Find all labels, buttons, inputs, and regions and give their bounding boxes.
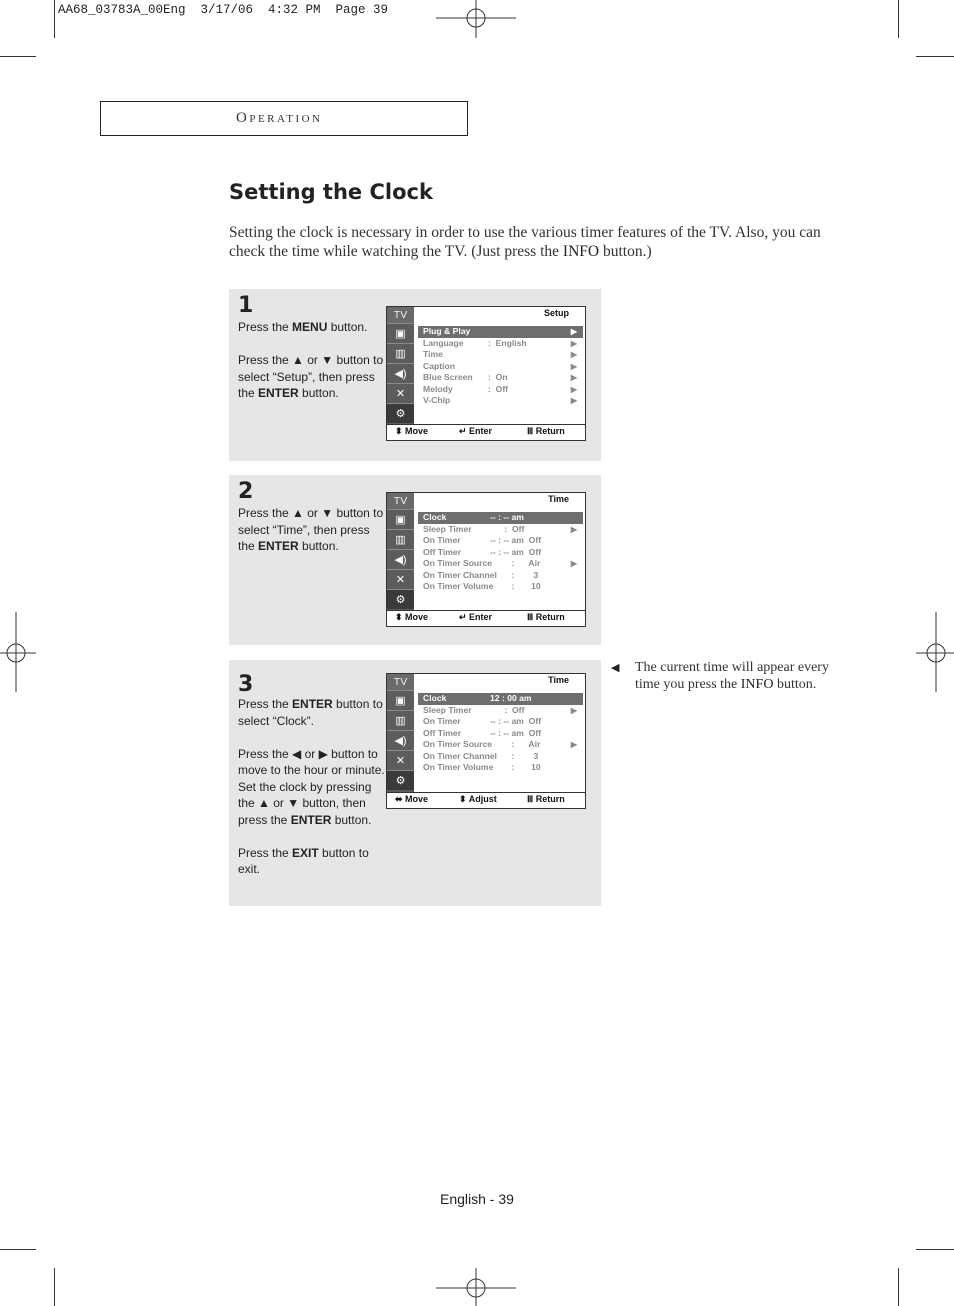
osd-item-label: V-Chip — [423, 395, 451, 405]
osd-tv-label: TV — [387, 307, 414, 323]
arrows-icon: ⬍ — [395, 612, 406, 622]
osd-sidebar — [387, 493, 414, 611]
section-header — [100, 101, 468, 136]
intro-text: Setting the clock is necessary in order to use the various timer features of the TV. Also, you can check the time while watching the TV. (Just press the — [229, 224, 821, 260]
osd-footer-label: Adjust — [468, 794, 497, 804]
registration-mark-right — [916, 612, 954, 692]
osd-item-label: Language — [423, 337, 464, 348]
osd-footer-label: Move — [405, 612, 429, 622]
instruction-paragraph — [238, 746, 386, 829]
osd-footer-hint — [527, 612, 565, 623]
return-icon: Ⅲ — [527, 612, 536, 622]
speaker-icon: ◀) — [387, 363, 414, 383]
osd-item-value: -- : -- am Off — [490, 716, 542, 726]
osd-footer — [387, 610, 585, 626]
film-icon: ▥ — [387, 529, 414, 549]
arrows-icon: ⬍ — [395, 426, 406, 436]
instruction-paragraph — [238, 696, 386, 729]
osd-menu-list — [418, 512, 583, 593]
osd-menu-item — [418, 762, 583, 774]
speaker-icon: ◀) — [387, 730, 414, 750]
osd-menu-list — [418, 326, 583, 407]
osd-menu-item — [418, 751, 583, 763]
key-name: ENTER — [258, 386, 299, 400]
osd-item-label: Clock — [423, 512, 447, 522]
note-text-end: button. — [773, 676, 817, 692]
osd-footer-hint — [395, 794, 428, 805]
osd-item-label: On Timer Source — [423, 739, 493, 749]
osd-item-label: Caption — [423, 360, 455, 371]
note-text — [635, 660, 851, 693]
osd-footer — [387, 792, 585, 808]
picture-icon: ▣ — [387, 690, 414, 710]
osd-menu-item — [418, 349, 583, 361]
osd-item-value: : 3 — [490, 569, 539, 580]
antenna-icon: ✕ — [387, 569, 414, 589]
film-icon: ▥ — [387, 710, 414, 730]
arrow-right-icon: ▶ — [570, 338, 577, 348]
osd-time-clock-set — [386, 673, 586, 809]
setup-icon: ⚙ — [387, 770, 414, 790]
arrows-icon: ⬌ — [395, 794, 406, 804]
instruction-text: Press the ▲ or ▼ button to select “Setup”, then press the — [238, 353, 384, 400]
osd-footer-hint — [395, 612, 428, 623]
osd-sidebar — [387, 674, 414, 793]
osd-item-label: Blue Screen — [423, 372, 473, 382]
osd-menu-list — [418, 693, 583, 774]
osd-item-label: Plug & Play — [423, 326, 471, 336]
instruction-paragraph — [238, 319, 386, 336]
osd-menu-item — [418, 372, 583, 384]
setup-icon: ⚙ — [387, 403, 414, 423]
instruction-paragraph — [238, 845, 386, 878]
osd-menu-item — [418, 739, 583, 751]
osd-sidebar — [387, 307, 414, 425]
key-name: EXIT — [292, 845, 319, 860]
pointer-left-icon: ◀ — [611, 662, 620, 674]
antenna-icon: ✕ — [387, 383, 414, 403]
return-icon: Ⅲ — [527, 794, 536, 804]
step-1-panel — [229, 289, 601, 461]
picture-icon: ▣ — [387, 323, 414, 343]
osd-item-label: On Timer Source — [423, 558, 493, 568]
registration-mark-bottom — [436, 1268, 516, 1306]
return-icon: Ⅲ — [527, 426, 536, 436]
osd-time-menu — [386, 492, 586, 627]
osd-item-label: Off Timer — [423, 546, 462, 557]
osd-menu-item — [418, 361, 583, 373]
osd-footer-label: Return — [535, 794, 565, 804]
osd-item-label: On Timer Volume — [423, 581, 494, 591]
section-title: Operation — [236, 110, 323, 126]
osd-footer-hint — [459, 612, 492, 623]
instruction-text: button to exit. — [238, 845, 369, 876]
osd-menu-item — [418, 326, 583, 338]
setup-icon: ⚙ — [387, 589, 414, 609]
step-3-panel — [229, 660, 601, 906]
osd-item-value: : Off — [490, 704, 525, 715]
page-footer: English - 39 — [440, 1191, 514, 1207]
intro-paragraph — [229, 224, 839, 261]
osd-item-label: Sleep Timer — [423, 704, 472, 715]
osd-item-value: : 10 — [490, 581, 541, 591]
osd-menu-item — [418, 384, 583, 396]
osd-menu-item — [418, 395, 583, 407]
osd-item-value: 12 : 00 am — [490, 693, 532, 703]
arrow-right-icon: ▶ — [570, 524, 577, 534]
osd-footer-label: Move — [405, 426, 429, 436]
print-slug: AA68_03783A_00Eng 3/17/06 4:32 PM Page 39 — [58, 3, 389, 17]
film-icon: ▥ — [387, 343, 414, 363]
key-name: MENU — [292, 320, 328, 334]
osd-item-value: -- : -- am Off — [490, 727, 542, 738]
osd-item-label: Off Timer — [423, 727, 462, 738]
osd-footer — [387, 424, 585, 440]
osd-footer-label: Enter — [469, 612, 493, 622]
step-instructions — [238, 319, 386, 418]
osd-footer-hint — [527, 426, 565, 437]
arrow-right-icon: ▶ — [570, 350, 577, 359]
instruction-text: button to select “Clock”. — [238, 697, 383, 728]
osd-item-label: On Timer Channel — [423, 750, 497, 761]
osd-item-label: On Timer — [423, 716, 461, 726]
speaker-icon: ◀) — [387, 549, 414, 569]
info-key: INFO — [740, 676, 774, 692]
osd-item-label: On Timer — [423, 535, 461, 545]
arrow-right-icon: ▶ — [570, 740, 577, 749]
osd-item-label: Clock — [423, 693, 447, 703]
osd-menu-item — [418, 581, 583, 593]
step-number: 3 — [238, 672, 254, 697]
registration-mark-left — [0, 612, 36, 692]
page-title: Setting the Clock — [229, 180, 433, 204]
osd-item-value: : Air — [490, 739, 541, 749]
instruction-text: Press the ▲ or ▼ button to select “Time”, then press the — [238, 506, 384, 553]
osd-footer-label: Return — [535, 612, 565, 622]
osd-item-label: Sleep Timer — [423, 523, 472, 534]
instruction-paragraph — [238, 352, 386, 402]
arrow-right-icon: ▶ — [570, 705, 577, 715]
arrow-right-icon: ▶ — [570, 396, 577, 405]
osd-footer-hint — [459, 794, 497, 805]
enter-icon: ↵ — [459, 426, 470, 436]
instruction-paragraph — [238, 505, 386, 555]
osd-footer-hint — [459, 426, 492, 437]
osd-item-label: Melody — [423, 383, 453, 394]
step-2-panel — [229, 475, 601, 645]
osd-menu-item — [418, 705, 583, 717]
arrows-icon: ⬍ — [459, 794, 469, 804]
osd-item-label: On Timer Channel — [423, 569, 497, 580]
osd-item-label: On Timer Volume — [423, 762, 494, 772]
osd-menu-item — [418, 512, 583, 524]
arrow-right-icon: ▶ — [570, 384, 577, 394]
registration-mark-top — [436, 0, 516, 38]
arrow-right-icon: ▶ — [570, 361, 577, 371]
key-name: ENTER — [258, 539, 299, 553]
osd-menu-title: Setup — [543, 308, 569, 318]
osd-item-value: : 3 — [490, 750, 539, 761]
key-name: ENTER — [292, 697, 333, 711]
osd-item-value: : English — [488, 337, 527, 348]
osd-menu-item — [418, 558, 583, 570]
osd-tv-label: TV — [387, 493, 414, 509]
osd-menu-item — [418, 693, 583, 705]
osd-menu-item — [418, 535, 583, 547]
arrow-right-icon: ▶ — [570, 373, 577, 382]
instruction-text: Press the ◀ or ▶ button to move to the hour or minute. Set the clock by pressing the ▲ or ▼ button, then press the — [238, 746, 385, 827]
osd-menu-title: Time — [548, 675, 569, 685]
info-key: INFO — [562, 242, 600, 260]
step-number: 2 — [238, 479, 254, 504]
osd-item-value: -- : -- am — [490, 512, 524, 522]
picture-icon: ▣ — [387, 509, 414, 529]
instruction-text: button. — [298, 539, 339, 553]
osd-menu-item — [418, 524, 583, 536]
intro-text-end: button.) — [599, 242, 652, 260]
osd-item-value: : Air — [490, 558, 541, 568]
step-instructions — [238, 505, 386, 571]
osd-menu-item — [418, 716, 583, 728]
osd-footer-label: Move — [405, 794, 429, 804]
key-name: ENTER — [290, 812, 332, 827]
osd-menu-item — [418, 728, 583, 740]
step-instructions — [238, 696, 386, 894]
antenna-icon: ✕ — [387, 750, 414, 770]
osd-tv-label: TV — [387, 674, 414, 690]
osd-footer-label: Return — [535, 426, 565, 436]
osd-footer-label: Enter — [469, 426, 493, 436]
osd-menu-item — [418, 570, 583, 582]
instruction-text: button. — [298, 386, 339, 400]
osd-item-value: : 10 — [490, 762, 541, 772]
osd-item-value: -- : -- am Off — [490, 535, 542, 545]
enter-icon: ↵ — [459, 612, 470, 622]
osd-setup-menu — [386, 306, 586, 441]
arrow-right-icon: ▶ — [570, 559, 577, 568]
note-text-start: The current time will appear every time you press the — [635, 660, 829, 692]
osd-item-value: -- : -- am Off — [490, 546, 542, 557]
arrow-right-icon: ▶ — [570, 327, 577, 336]
instruction-text: Press the — [238, 845, 293, 860]
osd-item-value: : Off — [488, 383, 509, 394]
osd-item-value: : Off — [490, 523, 525, 534]
osd-item-value: : On — [488, 372, 508, 382]
osd-menu-item — [418, 547, 583, 559]
instruction-text: Press the — [238, 320, 293, 334]
osd-footer-hint — [527, 794, 565, 805]
instruction-text: Press the — [238, 697, 293, 711]
osd-menu-title: Time — [548, 494, 569, 504]
instruction-text: button. — [327, 320, 368, 334]
osd-menu-item — [418, 338, 583, 350]
step-number: 1 — [238, 293, 254, 318]
instruction-text: button. — [331, 812, 372, 827]
osd-footer-hint — [395, 426, 428, 437]
osd-item-label: Time — [423, 349, 443, 359]
